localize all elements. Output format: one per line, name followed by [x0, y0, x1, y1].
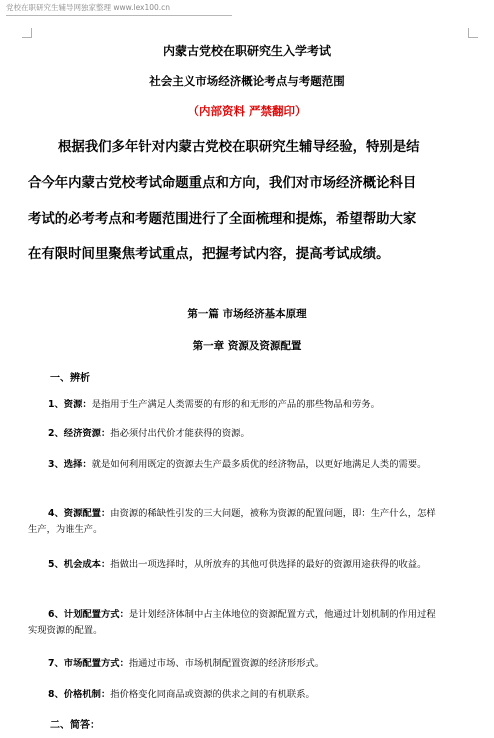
item-term: 机会成本： — [63, 559, 111, 570]
item-text: 指价格变化同商品或资源的供求之间的有机联系。 — [110, 689, 315, 700]
intro-line-4[interactable]: 在有限时间里聚焦考试重点，把握考试内容，提高考试成绩。 — [28, 247, 390, 262]
intro-line-3[interactable]: 考试的必考考点和考题范围进行了全面梳理和提炼，希望帮助大家 — [28, 212, 417, 227]
definition-item[interactable] — [48, 656, 444, 672]
doc-subtitle[interactable]: 社会主义市场经济概论考点与考题范围 — [149, 74, 345, 88]
definition-item[interactable] — [48, 426, 444, 442]
part-heading[interactable]: 第一篇 市场经济基本原理 — [187, 308, 307, 320]
definition-item[interactable] — [28, 557, 444, 573]
page-header — [6, 2, 486, 13]
item-text: 指做出一项选择时，从所放弃的其他可供选择的最好的资源用途获得的收益。 — [110, 559, 427, 570]
item-term: 市场配置方式： — [63, 658, 129, 669]
intro-line-1[interactable]: 根据我们多年针对内蒙古党校在职研究生辅导经验，特别是结 — [58, 140, 420, 155]
item-term: 选择： — [63, 459, 92, 470]
item-text: 是计划经济体制中占主体地位的资源配置方式，他通过计划机制的作用过程实现资源的配置。 — [28, 609, 436, 636]
definition-item[interactable] — [28, 457, 444, 473]
definition-item[interactable] — [48, 687, 444, 703]
item-number: 1、 — [48, 399, 64, 410]
section-heading-analysis[interactable]: 一、辨析 — [50, 373, 90, 384]
item-text: 指通过市场、市场机制配置资源的经济形形式。 — [128, 658, 325, 669]
section-heading-short-answer[interactable]: 二、简答： — [50, 720, 100, 731]
item-text: 就是如何利用既定的资源去生产最多质优的经济物品，以更好地满足人类的需要。 — [91, 459, 427, 470]
item-term: 经济资源： — [63, 428, 111, 439]
item-number: 3、 — [48, 459, 64, 470]
doc-note[interactable]: （内部资料 严禁翻印） — [187, 104, 307, 118]
crop-mark-top-right — [468, 28, 478, 38]
header-text: 党校在职研究生辅导网独家整理 www.lex100.cn — [6, 3, 171, 12]
item-term: 资源： — [63, 399, 92, 410]
definition-item[interactable] — [28, 506, 444, 538]
definition-item[interactable] — [28, 607, 444, 639]
definition-item[interactable] — [48, 397, 444, 413]
intro-line-2[interactable]: 合今年内蒙古党校考试命题重点和方向，我们对市场经济概论科目 — [28, 176, 417, 191]
doc-title[interactable]: 内蒙古党校在职研究生入学考试 — [162, 44, 331, 58]
item-number: 4、 — [48, 508, 64, 519]
item-text: 是指用于生产满足人类需要的有形的和无形的产品的那些物品和劳务。 — [91, 399, 380, 410]
crop-mark-top-left — [22, 28, 32, 38]
header-rule — [6, 15, 232, 16]
item-number: 6、 — [48, 609, 64, 620]
item-number: 8、 — [48, 689, 64, 700]
item-number: 2、 — [48, 428, 64, 439]
chapter-heading[interactable]: 第一章 资源及资源配置 — [192, 340, 302, 352]
item-term: 计划配置方式： — [63, 609, 129, 620]
item-text: 指必须付出代价才能获得的资源。 — [110, 428, 250, 439]
item-number: 7、 — [48, 658, 64, 669]
item-text: 由资源的稀缺性引发的三大问题，被称为资源的配置问题，即：生产什么，怎样生产，为谁生产。 — [28, 508, 436, 535]
item-term: 价格机制： — [63, 689, 111, 700]
item-term: 资源配置： — [63, 508, 111, 519]
item-number: 5、 — [48, 559, 64, 570]
